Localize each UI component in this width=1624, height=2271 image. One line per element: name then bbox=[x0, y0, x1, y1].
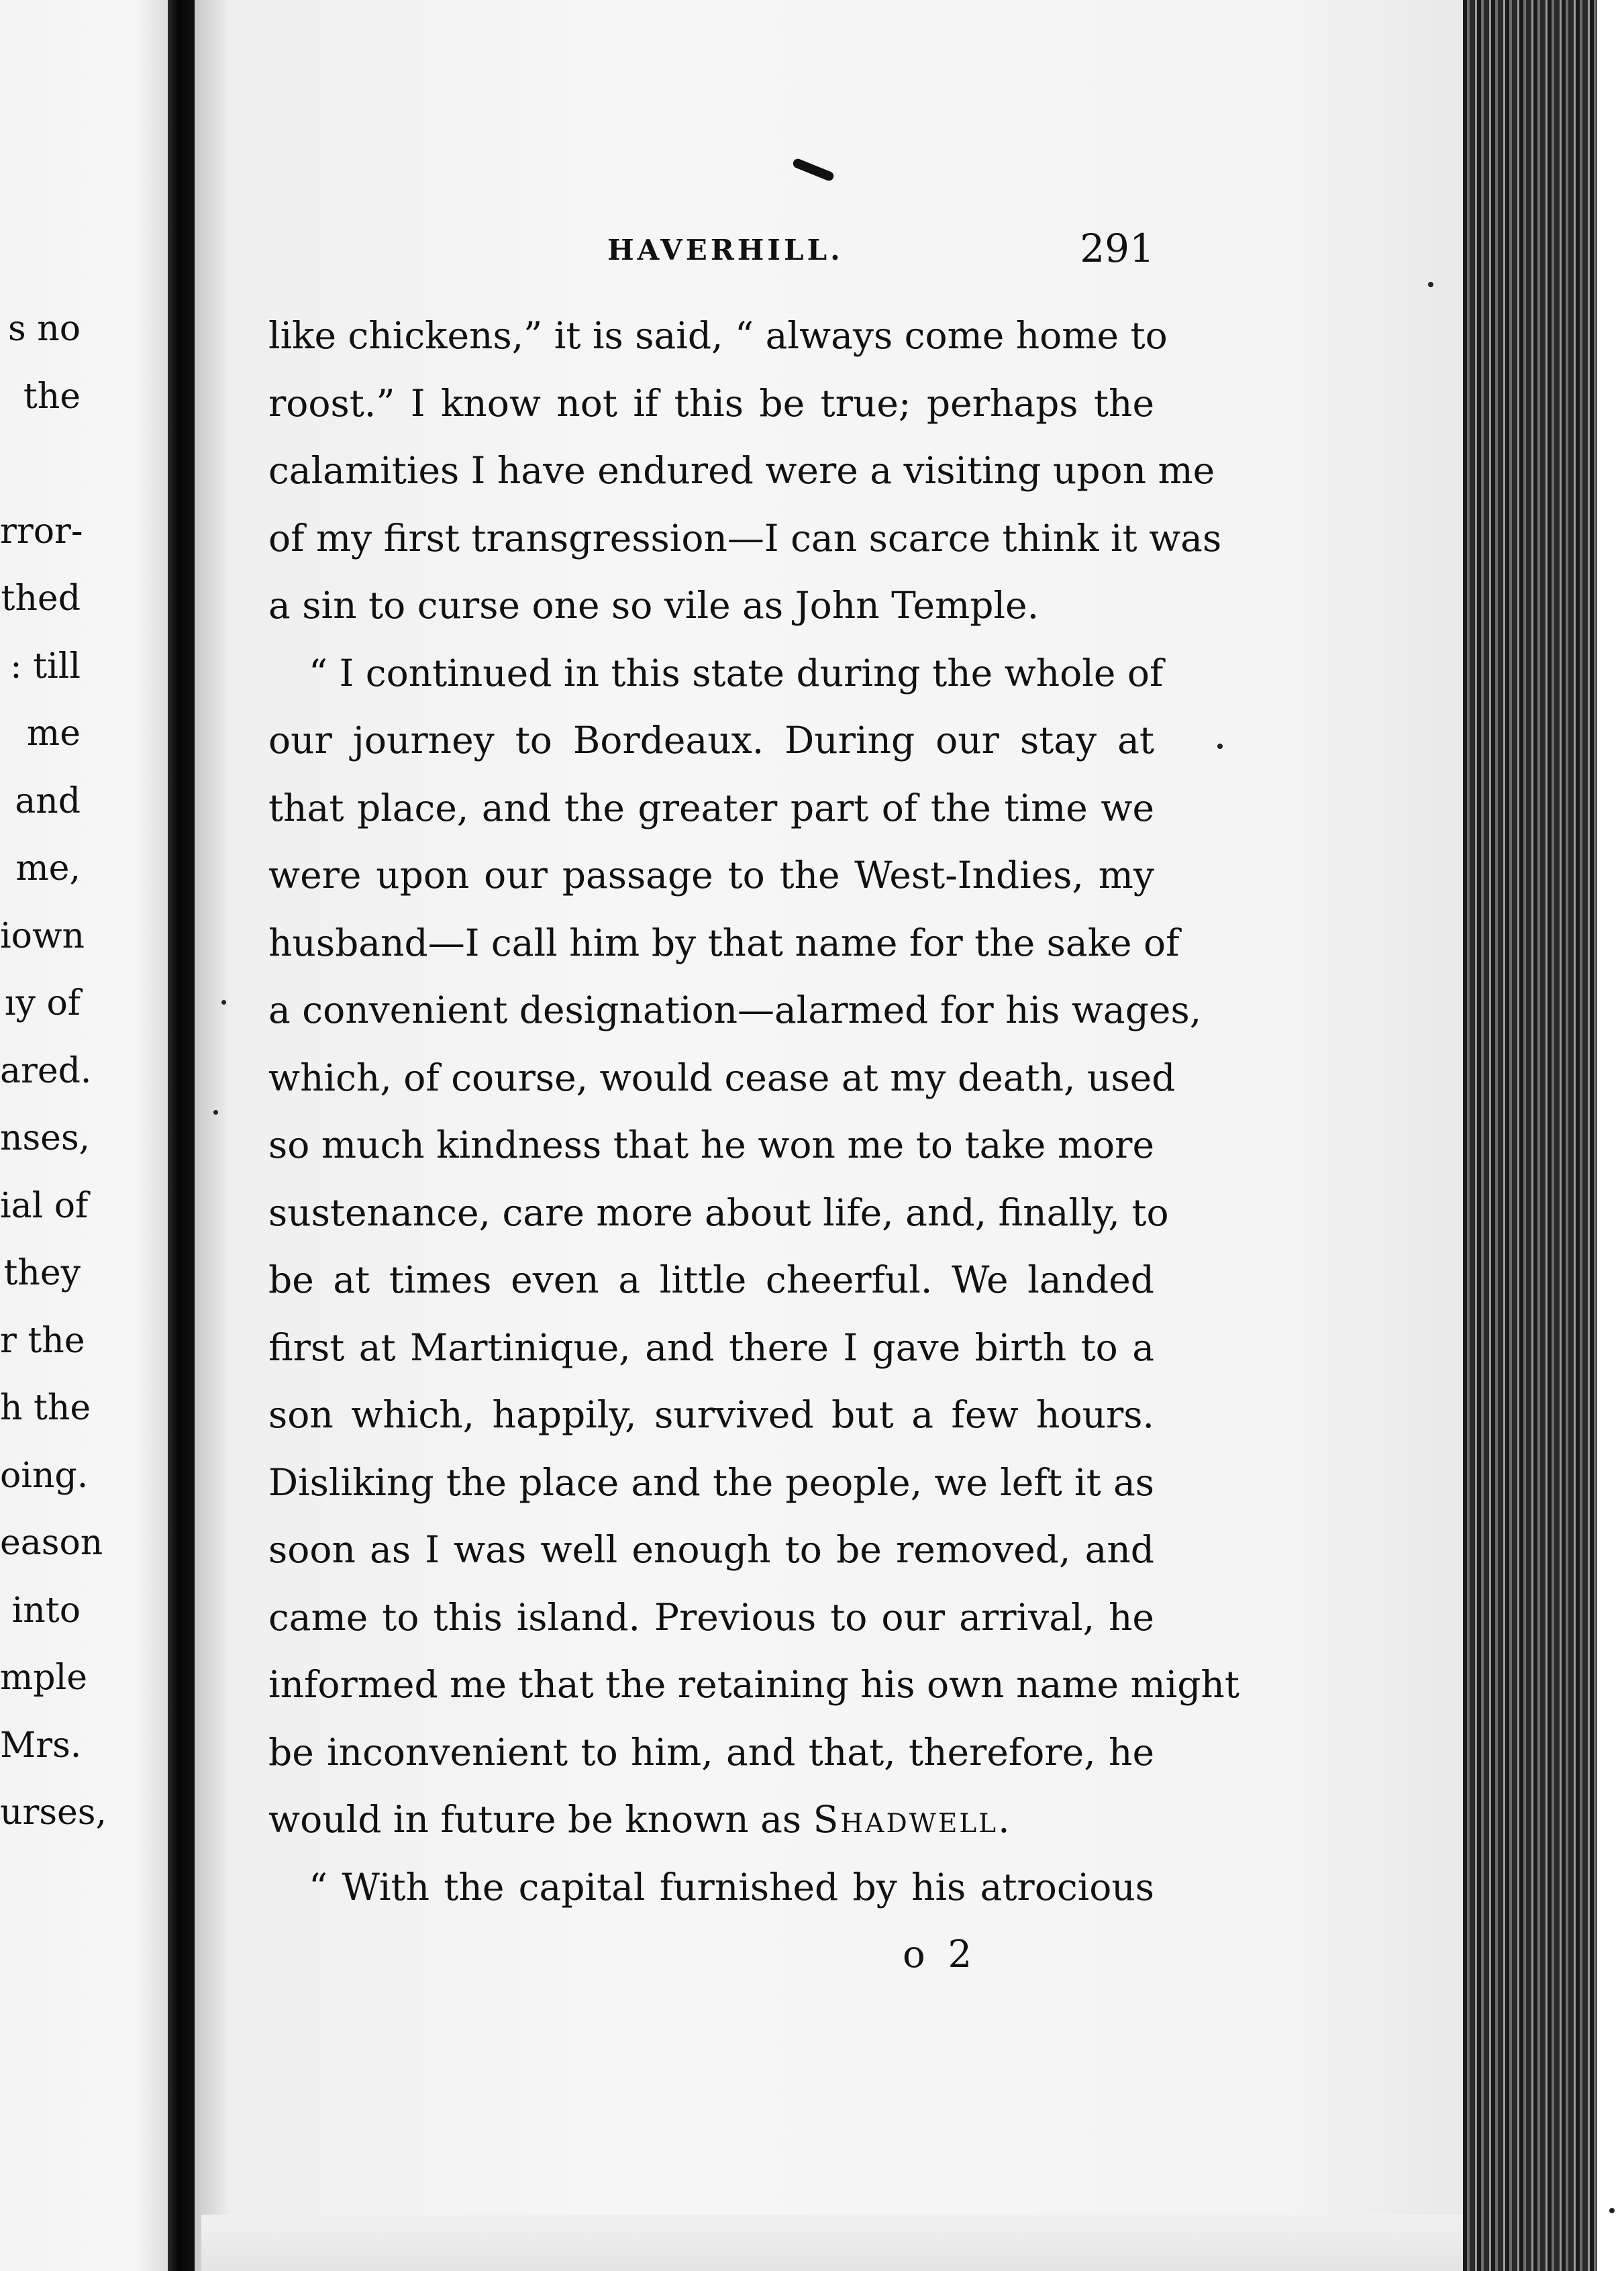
text-line: roost.” I know not if this be true; perhaps the bbox=[268, 381, 1154, 425]
text-line: a convenient designation—alarmed for his wages, bbox=[268, 989, 1202, 1031]
text-line: be at times even a little cheerful. We landed bbox=[268, 1258, 1154, 1301]
text-line: that place, and the greater part of the time we bbox=[268, 786, 1154, 829]
left-fragment: Mrs. bbox=[0, 1725, 82, 1766]
left-fragment: me, bbox=[15, 848, 81, 889]
signature-mark: o 2 bbox=[903, 1933, 978, 1976]
text-line: so much kindness that he won me to take more bbox=[268, 1123, 1154, 1166]
text-line: our journey to Bordeaux. During our stay at bbox=[268, 719, 1154, 762]
text-line: a sin to curse one so vile as John Temple. bbox=[268, 584, 1039, 627]
left-fragment bbox=[0, 430, 81, 498]
text-line: Disliking the place and the people, we left it as bbox=[268, 1460, 1154, 1504]
left-fragment: thed bbox=[1, 578, 81, 619]
left-page-text bbox=[0, 295, 107, 1847]
left-fragment: iown bbox=[0, 915, 85, 956]
small-caps-name: Shadwell. bbox=[813, 1798, 1012, 1841]
left-fragment: they bbox=[3, 1253, 81, 1293]
scan-speck bbox=[1428, 282, 1433, 287]
left-fragment: s no bbox=[7, 309, 81, 349]
text-line: calamities I have endured were a visiting upon me bbox=[268, 449, 1215, 492]
text-line: which, of course, would cease at my death, used bbox=[268, 1056, 1176, 1099]
page-number: 291 bbox=[1080, 225, 1154, 271]
text-line: were upon our passage to the West-Indies, my bbox=[268, 854, 1154, 897]
text-line: son which, happily, survived but a few hours. bbox=[268, 1393, 1154, 1436]
body-text bbox=[268, 302, 1239, 1921]
text-line: first at Martinique, and there I gave birth to a bbox=[268, 1325, 1154, 1369]
left-fragment: the bbox=[23, 376, 81, 417]
gutter-shadow bbox=[195, 0, 228, 2271]
text-line: sustenance, care more about life, and, finally, to bbox=[268, 1191, 1169, 1234]
left-fragment: me bbox=[26, 713, 81, 754]
scan-speck bbox=[1609, 2208, 1615, 2213]
text-line: of my first transgression—I can scarce think it was bbox=[268, 516, 1222, 560]
left-fragment: mple bbox=[0, 1658, 87, 1698]
paragraph-start-line: “ I continued in this state during the whole of bbox=[309, 651, 1164, 695]
page-bottom-edge bbox=[201, 2215, 1463, 2271]
text-line bbox=[268, 1786, 1154, 1854]
left-fragment: r the bbox=[0, 1320, 85, 1361]
text-line: like chickens,” it is said, “ always come home to bbox=[268, 314, 1168, 357]
left-fragment: oing. bbox=[0, 1455, 89, 1496]
scan-speck bbox=[1217, 744, 1223, 749]
paragraph-start-line: “ With the capital furnished by his atrocious bbox=[309, 1865, 1154, 1909]
text-line-start: would in future be known as bbox=[268, 1798, 802, 1841]
left-fragment: rror- bbox=[0, 511, 83, 552]
book-gutter bbox=[168, 0, 195, 2271]
text-line: came to this island. Previous to our arrival, he bbox=[268, 1595, 1154, 1639]
scan-speck bbox=[213, 1110, 218, 1115]
page-edges bbox=[1463, 0, 1624, 2271]
left-fragment: and bbox=[15, 780, 81, 821]
left-fragment: ared. bbox=[0, 1050, 92, 1091]
running-head bbox=[272, 221, 1154, 275]
left-fragment: : till bbox=[10, 646, 81, 687]
left-fragment: into bbox=[11, 1590, 81, 1631]
scan-speck bbox=[221, 1000, 226, 1005]
left-fragment: ial of bbox=[0, 1185, 89, 1226]
left-fragment: nses, bbox=[0, 1118, 91, 1158]
text-line: soon as I was well enough to be removed, and bbox=[268, 1528, 1154, 1571]
text-line: informed me that the retaining his own name might bbox=[268, 1663, 1239, 1706]
left-fragment: urses, bbox=[0, 1793, 107, 1833]
left-fragment: ıy of bbox=[4, 983, 81, 1023]
left-fragment: h the bbox=[0, 1388, 91, 1428]
text-line: husband—I call him by that name for the sake of bbox=[268, 921, 1180, 964]
running-title: HAVERHILL. bbox=[607, 234, 844, 266]
text-line: be inconvenient to him, and that, therefore, he bbox=[268, 1730, 1154, 1774]
left-fragment: eason bbox=[0, 1523, 103, 1563]
